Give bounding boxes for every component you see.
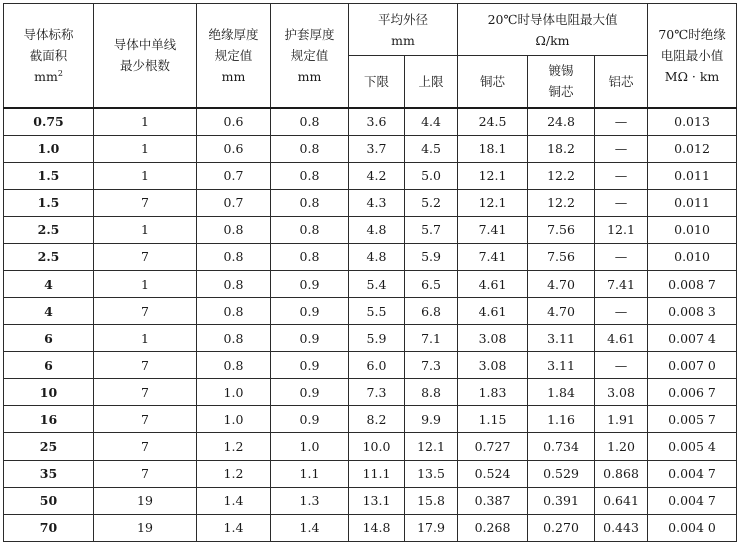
cell-res-aluminum: 7.41 bbox=[595, 270, 648, 297]
cell-od-upper: 4.4 bbox=[405, 108, 458, 136]
cell-od-lower: 4.3 bbox=[349, 189, 405, 216]
col-header-size: 导体标称 截面积 $mm^2$ bbox=[4, 4, 94, 108]
cell-od-lower: 6.0 bbox=[349, 352, 405, 379]
cell-insulation-resistance: 0.006 7 bbox=[648, 379, 737, 406]
cell-min-strands: 7 bbox=[94, 460, 197, 487]
cell-insulation-thickness: 0.6 bbox=[197, 108, 271, 136]
cell-res-aluminum: — bbox=[595, 298, 648, 325]
cell-od-upper: 5.9 bbox=[405, 243, 458, 270]
cell-insulation-thickness: 1.4 bbox=[197, 514, 271, 541]
col-header-res-tinned-copper: 镀锡 铜芯 bbox=[528, 56, 595, 108]
cell-insulation-thickness: 0.7 bbox=[197, 189, 271, 216]
table-row bbox=[4, 216, 737, 243]
col-header-sheath-thickness: 护套厚度 规定值 mm bbox=[271, 4, 349, 108]
cell-od-upper: 5.7 bbox=[405, 216, 458, 243]
cell-res-aluminum: 0.641 bbox=[595, 487, 648, 514]
cell-min-strands: 7 bbox=[94, 189, 197, 216]
cell-od-lower: 13.1 bbox=[349, 487, 405, 514]
col-header-conductor-resistance: 20℃时导体电阻最大值 Ω/km bbox=[458, 4, 648, 56]
cell-res-copper: 3.08 bbox=[458, 325, 528, 352]
cell-min-strands: 7 bbox=[94, 352, 197, 379]
table-row bbox=[4, 352, 737, 379]
cell-insulation-resistance: 0.005 7 bbox=[648, 406, 737, 433]
cell-insulation-thickness: 1.0 bbox=[197, 379, 271, 406]
cell-od-upper: 6.5 bbox=[405, 270, 458, 297]
cell-sheath-thickness: 0.8 bbox=[271, 243, 349, 270]
cell-insulation-thickness: 1.2 bbox=[197, 433, 271, 460]
col-header-res-copper: 铜芯 bbox=[458, 56, 528, 108]
cell-res-aluminum: 1.91 bbox=[595, 406, 648, 433]
cell-size: 25 bbox=[4, 433, 94, 460]
cell-res-copper: 0.727 bbox=[458, 433, 528, 460]
cell-od-lower: 11.1 bbox=[349, 460, 405, 487]
cell-res-copper: 7.41 bbox=[458, 216, 528, 243]
cell-insulation-thickness: 0.8 bbox=[197, 298, 271, 325]
cell-size: 70 bbox=[4, 514, 94, 541]
cell-res-tinned-copper: 3.11 bbox=[528, 352, 595, 379]
col-header-od-lower: 下限 bbox=[349, 56, 405, 108]
cell-min-strands: 1 bbox=[94, 216, 197, 243]
cell-insulation-resistance: 0.012 bbox=[648, 135, 737, 162]
cell-od-lower: 5.5 bbox=[349, 298, 405, 325]
cell-size: 6 bbox=[4, 325, 94, 352]
cell-sheath-thickness: 0.8 bbox=[271, 189, 349, 216]
cell-min-strands: 19 bbox=[94, 514, 197, 541]
cell-insulation-resistance: 0.007 4 bbox=[648, 325, 737, 352]
cell-min-strands: 1 bbox=[94, 325, 197, 352]
cell-res-copper: 0.268 bbox=[458, 514, 528, 541]
cell-insulation-thickness: 0.8 bbox=[197, 352, 271, 379]
cell-res-aluminum: — bbox=[595, 108, 648, 136]
cell-size: 50 bbox=[4, 487, 94, 514]
cell-res-tinned-copper: 1.16 bbox=[528, 406, 595, 433]
cell-od-lower: 4.8 bbox=[349, 216, 405, 243]
cell-res-tinned-copper: 24.8 bbox=[528, 108, 595, 136]
cable-spec-table bbox=[3, 3, 737, 542]
cell-sheath-thickness: 0.9 bbox=[271, 298, 349, 325]
cell-res-copper: 24.5 bbox=[458, 108, 528, 136]
cell-od-lower: 4.8 bbox=[349, 243, 405, 270]
cell-od-lower: 14.8 bbox=[349, 514, 405, 541]
cell-insulation-resistance: 0.005 4 bbox=[648, 433, 737, 460]
cell-res-tinned-copper: 0.391 bbox=[528, 487, 595, 514]
cell-res-tinned-copper: 12.2 bbox=[528, 162, 595, 189]
cell-size: 4 bbox=[4, 270, 94, 297]
cell-od-upper: 17.9 bbox=[405, 514, 458, 541]
table-row bbox=[4, 460, 737, 487]
cell-sheath-thickness: 0.8 bbox=[271, 108, 349, 136]
cell-insulation-thickness: 0.8 bbox=[197, 270, 271, 297]
cell-res-tinned-copper: 7.56 bbox=[528, 243, 595, 270]
cell-insulation-thickness: 0.8 bbox=[197, 325, 271, 352]
cell-size: 35 bbox=[4, 460, 94, 487]
cell-insulation-resistance: 0.010 bbox=[648, 216, 737, 243]
cell-sheath-thickness: 0.8 bbox=[271, 162, 349, 189]
cell-size: 10 bbox=[4, 379, 94, 406]
table-row bbox=[4, 487, 737, 514]
cell-od-lower: 7.3 bbox=[349, 379, 405, 406]
cell-sheath-thickness: 0.9 bbox=[271, 352, 349, 379]
table-row bbox=[4, 270, 737, 297]
cell-res-tinned-copper: 4.70 bbox=[528, 270, 595, 297]
cell-res-tinned-copper: 0.734 bbox=[528, 433, 595, 460]
cell-sheath-thickness: 0.9 bbox=[271, 325, 349, 352]
col-header-avg-outer-diameter: 平均外径 mm bbox=[349, 4, 458, 56]
cell-insulation-thickness: 1.0 bbox=[197, 406, 271, 433]
cell-res-tinned-copper: 3.11 bbox=[528, 325, 595, 352]
table-row bbox=[4, 433, 737, 460]
cell-res-tinned-copper: 18.2 bbox=[528, 135, 595, 162]
cell-insulation-resistance: 0.008 7 bbox=[648, 270, 737, 297]
col-header-min-strands: 导体中单线 最少根数 bbox=[94, 4, 197, 108]
cell-res-tinned-copper: 0.270 bbox=[528, 514, 595, 541]
table-row bbox=[4, 298, 737, 325]
cell-size: 1.5 bbox=[4, 162, 94, 189]
cell-od-lower: 5.4 bbox=[349, 270, 405, 297]
cell-sheath-thickness: 0.9 bbox=[271, 379, 349, 406]
table-row bbox=[4, 162, 737, 189]
cell-min-strands: 7 bbox=[94, 406, 197, 433]
cell-res-copper: 12.1 bbox=[458, 189, 528, 216]
cell-res-copper: 18.1 bbox=[458, 135, 528, 162]
col-header-insulation-thickness: 绝缘厚度 规定值 mm bbox=[197, 4, 271, 108]
cell-insulation-thickness: 0.8 bbox=[197, 216, 271, 243]
cell-sheath-thickness: 1.3 bbox=[271, 487, 349, 514]
cell-od-upper: 13.5 bbox=[405, 460, 458, 487]
cell-res-aluminum: 4.61 bbox=[595, 325, 648, 352]
cell-res-aluminum: 0.443 bbox=[595, 514, 648, 541]
cell-size: 1.0 bbox=[4, 135, 94, 162]
cell-sheath-thickness: 0.9 bbox=[271, 270, 349, 297]
col-header-res-aluminum: 铝芯 bbox=[595, 56, 648, 108]
cell-od-upper: 5.2 bbox=[405, 189, 458, 216]
cell-insulation-thickness: 1.4 bbox=[197, 487, 271, 514]
cell-res-aluminum: — bbox=[595, 243, 648, 270]
cell-res-copper: 3.08 bbox=[458, 352, 528, 379]
cell-sheath-thickness: 1.1 bbox=[271, 460, 349, 487]
cell-res-copper: 12.1 bbox=[458, 162, 528, 189]
cell-od-upper: 6.8 bbox=[405, 298, 458, 325]
cell-res-aluminum: 1.20 bbox=[595, 433, 648, 460]
cell-od-upper: 8.8 bbox=[405, 379, 458, 406]
table-row bbox=[4, 135, 737, 162]
cell-insulation-resistance: 0.004 7 bbox=[648, 487, 737, 514]
cell-min-strands: 19 bbox=[94, 487, 197, 514]
cell-od-upper: 7.3 bbox=[405, 352, 458, 379]
cell-insulation-thickness: 0.8 bbox=[197, 243, 271, 270]
cell-size: 1.5 bbox=[4, 189, 94, 216]
cell-od-upper: 5.0 bbox=[405, 162, 458, 189]
table-row bbox=[4, 514, 737, 541]
cell-min-strands: 7 bbox=[94, 379, 197, 406]
table-header bbox=[4, 4, 737, 108]
table-row bbox=[4, 189, 737, 216]
table-row bbox=[4, 325, 737, 352]
cell-size: 2.5 bbox=[4, 243, 94, 270]
cell-insulation-thickness: 0.6 bbox=[197, 135, 271, 162]
table-row bbox=[4, 108, 737, 136]
cell-res-copper: 1.83 bbox=[458, 379, 528, 406]
cell-size: 16 bbox=[4, 406, 94, 433]
cell-od-lower: 3.6 bbox=[349, 108, 405, 136]
cell-res-tinned-copper: 4.70 bbox=[528, 298, 595, 325]
cell-size: 6 bbox=[4, 352, 94, 379]
cell-min-strands: 1 bbox=[94, 162, 197, 189]
cell-min-strands: 1 bbox=[94, 135, 197, 162]
cell-min-strands: 7 bbox=[94, 298, 197, 325]
cell-res-copper: 0.524 bbox=[458, 460, 528, 487]
cell-res-aluminum: — bbox=[595, 352, 648, 379]
cell-res-aluminum: 3.08 bbox=[595, 379, 648, 406]
cell-od-upper: 7.1 bbox=[405, 325, 458, 352]
cell-insulation-resistance: 0.008 3 bbox=[648, 298, 737, 325]
cell-min-strands: 1 bbox=[94, 108, 197, 136]
cell-res-aluminum: — bbox=[595, 189, 648, 216]
cell-insulation-resistance: 0.011 bbox=[648, 162, 737, 189]
cell-od-upper: 4.5 bbox=[405, 135, 458, 162]
cell-res-copper: 7.41 bbox=[458, 243, 528, 270]
cell-res-aluminum: 12.1 bbox=[595, 216, 648, 243]
cell-od-upper: 9.9 bbox=[405, 406, 458, 433]
col-header-od-upper: 上限 bbox=[405, 56, 458, 108]
cell-od-lower: 3.7 bbox=[349, 135, 405, 162]
cell-size: 4 bbox=[4, 298, 94, 325]
cell-sheath-thickness: 0.8 bbox=[271, 216, 349, 243]
cell-sheath-thickness: 0.9 bbox=[271, 406, 349, 433]
cell-sheath-thickness: 1.0 bbox=[271, 433, 349, 460]
cell-od-upper: 15.8 bbox=[405, 487, 458, 514]
cell-size: 0.75 bbox=[4, 108, 94, 136]
cell-res-copper: 4.61 bbox=[458, 298, 528, 325]
cell-od-lower: 4.2 bbox=[349, 162, 405, 189]
cell-insulation-resistance: 0.010 bbox=[648, 243, 737, 270]
cell-res-aluminum: 0.868 bbox=[595, 460, 648, 487]
table-body bbox=[4, 108, 737, 542]
cell-min-strands: 7 bbox=[94, 433, 197, 460]
table-row bbox=[4, 379, 737, 406]
cell-res-aluminum: — bbox=[595, 162, 648, 189]
cell-od-upper: 12.1 bbox=[405, 433, 458, 460]
cell-sheath-thickness: 0.8 bbox=[271, 135, 349, 162]
cell-insulation-resistance: 0.011 bbox=[648, 189, 737, 216]
cell-insulation-thickness: 0.7 bbox=[197, 162, 271, 189]
cell-res-tinned-copper: 12.2 bbox=[528, 189, 595, 216]
cell-res-copper: 1.15 bbox=[458, 406, 528, 433]
cell-od-lower: 8.2 bbox=[349, 406, 405, 433]
cell-res-tinned-copper: 0.529 bbox=[528, 460, 595, 487]
cell-res-copper: 4.61 bbox=[458, 270, 528, 297]
cell-insulation-resistance: 0.004 7 bbox=[648, 460, 737, 487]
cell-insulation-resistance: 0.004 0 bbox=[648, 514, 737, 541]
cell-sheath-thickness: 1.4 bbox=[271, 514, 349, 541]
cell-insulation-resistance: 0.007 0 bbox=[648, 352, 737, 379]
cell-size: 2.5 bbox=[4, 216, 94, 243]
cell-insulation-resistance: 0.013 bbox=[648, 108, 737, 136]
cell-res-aluminum: — bbox=[595, 135, 648, 162]
cell-min-strands: 7 bbox=[94, 243, 197, 270]
cell-min-strands: 1 bbox=[94, 270, 197, 297]
cell-od-lower: 10.0 bbox=[349, 433, 405, 460]
col-header-insulation-resistance: 70℃时绝缘 电阻最小值 MΩ · km bbox=[648, 4, 737, 108]
table-row bbox=[4, 243, 737, 270]
cell-insulation-thickness: 1.2 bbox=[197, 460, 271, 487]
cell-res-tinned-copper: 1.84 bbox=[528, 379, 595, 406]
cell-res-tinned-copper: 7.56 bbox=[528, 216, 595, 243]
cell-od-lower: 5.9 bbox=[349, 325, 405, 352]
table-row bbox=[4, 406, 737, 433]
cell-res-copper: 0.387 bbox=[458, 487, 528, 514]
